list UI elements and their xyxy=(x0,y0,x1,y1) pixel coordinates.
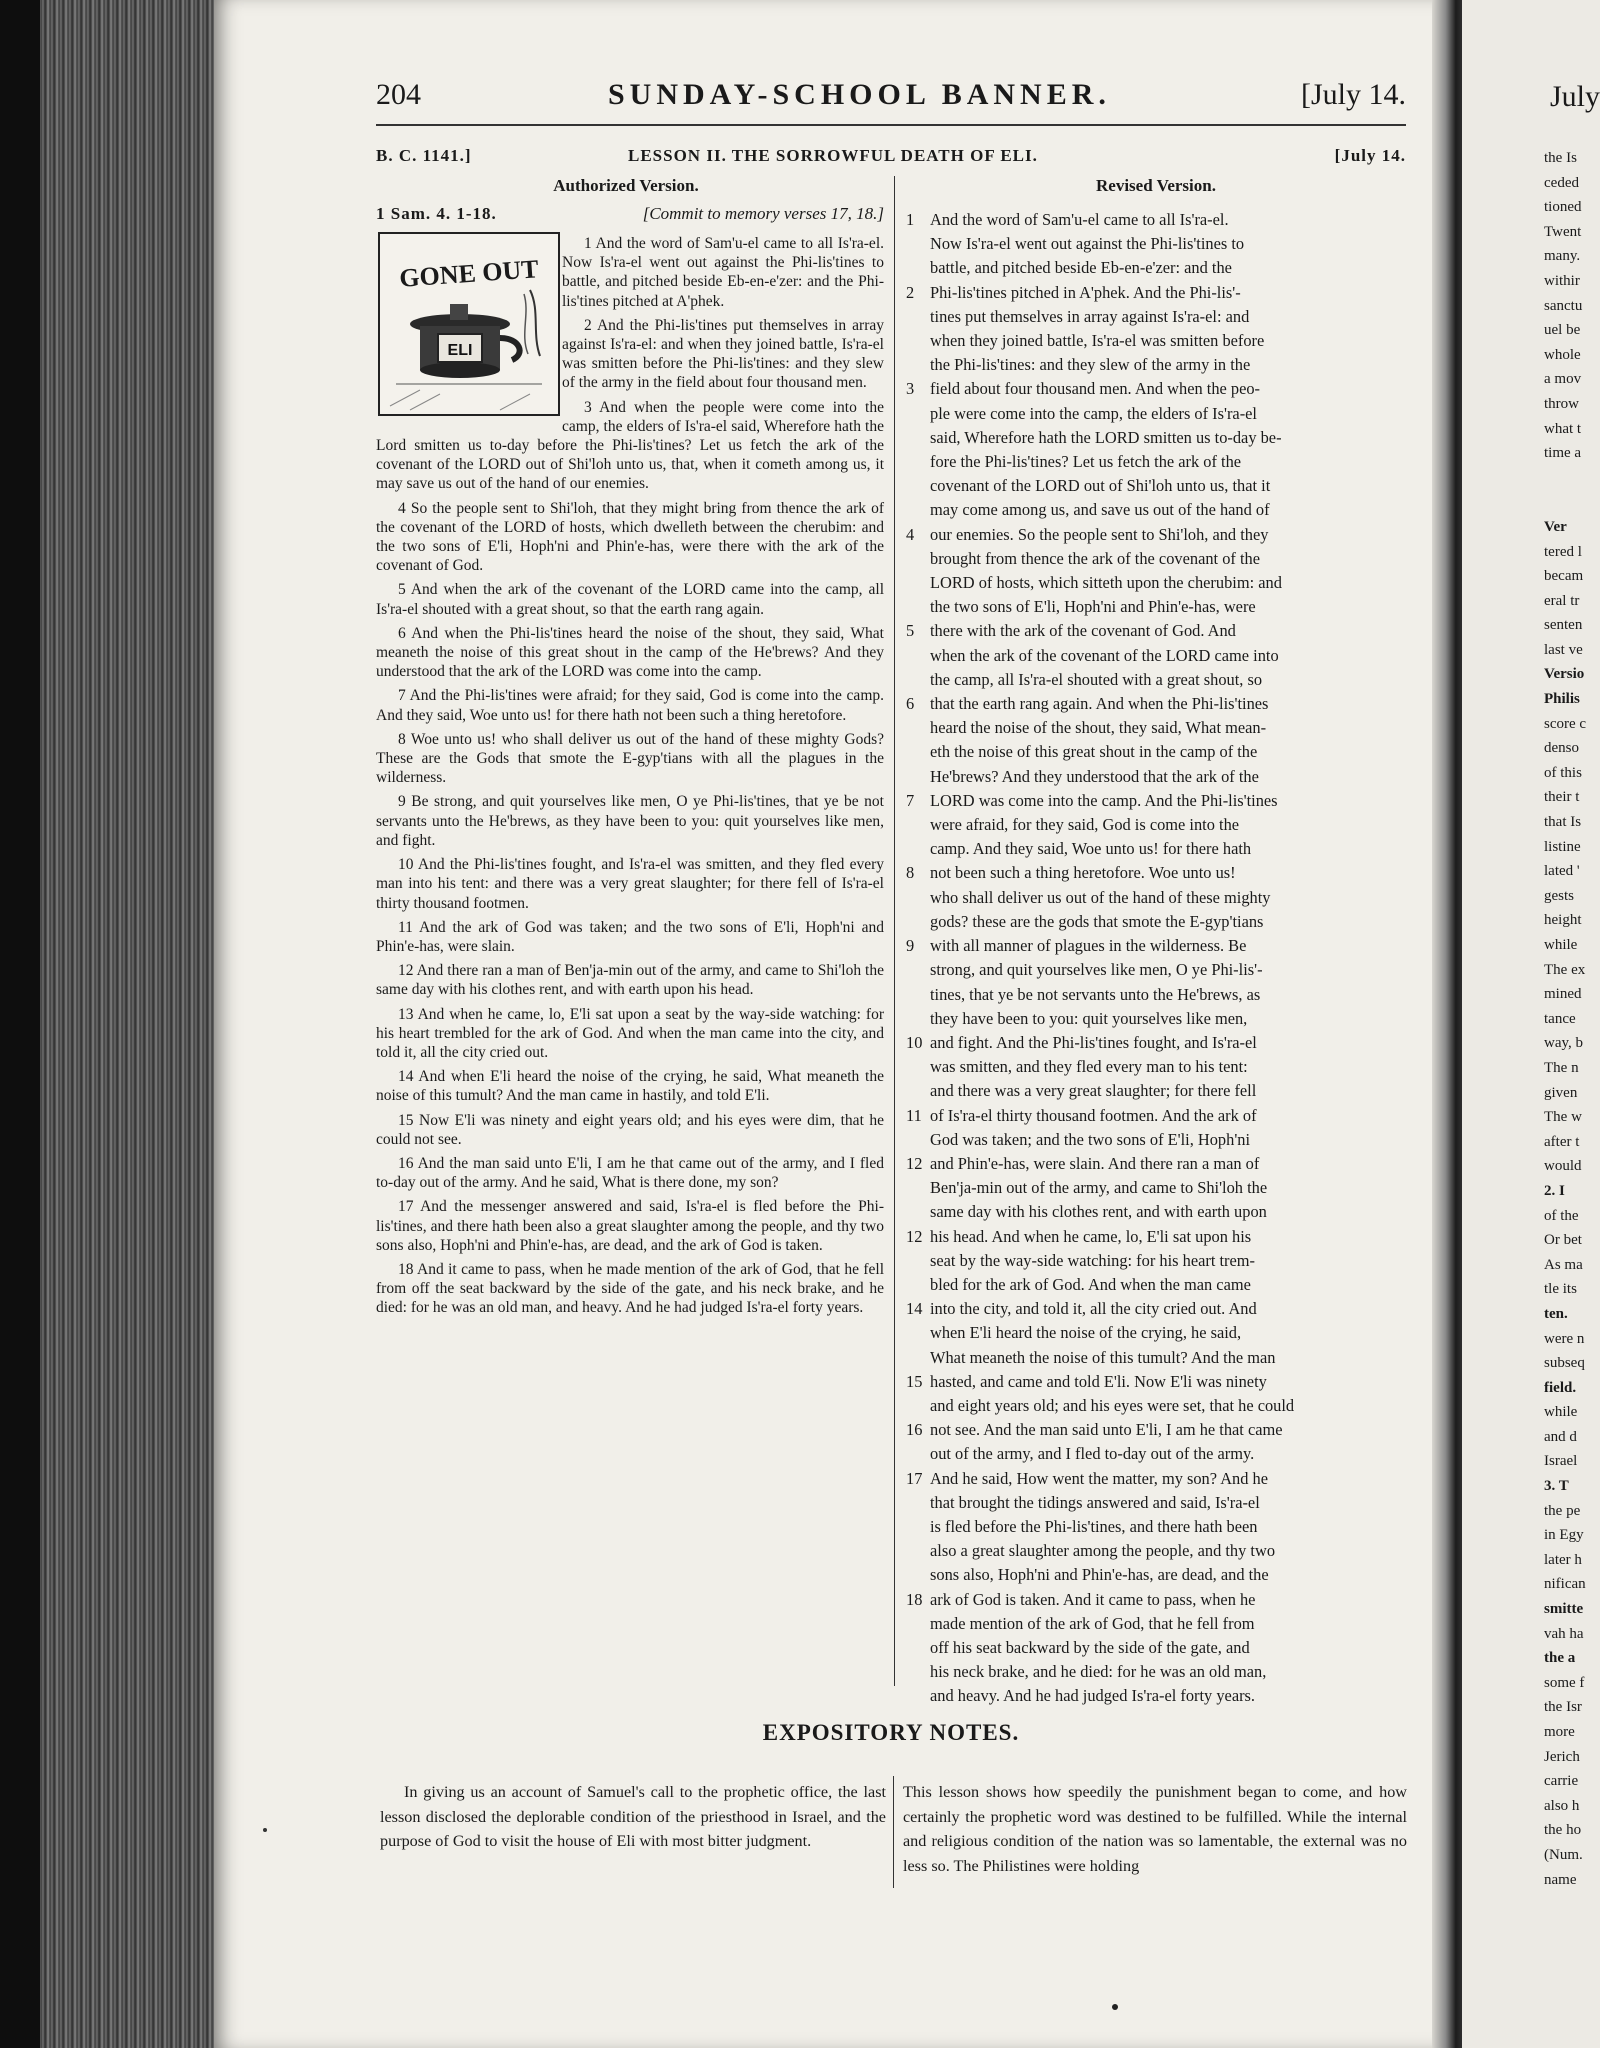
facing-page-line: smitte xyxy=(1544,1601,1584,1618)
authorized-verse: 3 And when the people were come into the camp, the elders of Is'ra-el said, Wherefore hath the Lord smitten us to-day before the Phi-lis'tines? Let us fetch the ark of the covenant of the LORD out of Shi'loh unto us, that, when it cometh among us, it may save us out of the hand of our enemies. xyxy=(376,398,884,493)
revised-line-text: was smitten, and they fled every man to his tent: xyxy=(930,1057,1248,1077)
facing-page-line: throw xyxy=(1544,395,1579,412)
revised-line-text: who shall deliver us out of the hand of these mighty xyxy=(930,887,1271,907)
revised-line-text: with all manner of plagues in the wilderness. Be xyxy=(930,936,1247,956)
memory-verses-note: [Commit to memory verses 17, 18.] xyxy=(642,204,884,223)
facing-page-line: tered l xyxy=(1544,543,1582,560)
facing-page-line: nifican xyxy=(1544,1576,1586,1593)
revised-line xyxy=(906,1007,1406,1031)
verse-number: 3 xyxy=(906,379,915,399)
revised-line xyxy=(906,450,1406,474)
revised-line xyxy=(906,886,1406,910)
revised-line xyxy=(906,571,1406,595)
revised-line-text: brought from thence the ark of the covenant of the xyxy=(930,548,1260,568)
page-number: 204 xyxy=(376,78,421,111)
facing-page-line: whole xyxy=(1544,346,1581,363)
revised-line xyxy=(906,983,1406,1007)
revised-line-text: Phi-lis'tines pitched in A'phek. And the Phi-lis'- xyxy=(930,282,1241,302)
revised-line xyxy=(906,1273,1406,1297)
revised-line xyxy=(906,1321,1406,1345)
revised-line xyxy=(906,837,1406,861)
verse-number: 16 xyxy=(906,1420,923,1440)
revised-line xyxy=(906,1079,1406,1103)
revised-line xyxy=(906,1660,1406,1684)
verse-number: 8 xyxy=(906,863,915,883)
authorized-verse: 6 And when the Phi-lis'tines heard the noise of the shout, they said, What meaneth the noise of this great shout in the camp of the He'brews? And they understood that the ark of the LORD was come into the camp. xyxy=(376,624,884,681)
revised-line-text: made mention of the ark of God, that he fell from xyxy=(930,1613,1255,1633)
lesson-heading xyxy=(376,146,1406,170)
authorized-verse: 10 And the Phi-lis'tines fought, and Is'ra-el was smitten, and they fled every man into his tent: and there was a very great slaughter; for there fell of Is'ra-el thirty thousand footmen. xyxy=(376,856,884,912)
lesson-date: [July 14. xyxy=(1334,146,1406,165)
print-speck xyxy=(263,1828,267,1832)
authorized-verse: 8 Woe unto us! who shall deliver us out of the hand of these mighty Gods? These are the Gods that smote the E-gyp'tians with all the plagues in the wilderness. xyxy=(376,730,884,787)
revised-line-text: God was taken; and the two sons of E'li, Hoph'ni xyxy=(930,1129,1251,1149)
authorized-version-text xyxy=(376,234,884,1694)
revised-line xyxy=(906,789,1406,813)
revised-line-text: and Phin'e-has, were slain. And there ran a man of xyxy=(930,1153,1260,1173)
revised-line-text: may come among us, and save us out of the hand of xyxy=(930,500,1270,520)
notes-column-divider xyxy=(893,1776,894,1888)
facing-page-line: becam xyxy=(1544,568,1584,585)
revised-line-text: that the earth rang again. And when the Phi-lis'tines xyxy=(930,694,1269,714)
revised-line xyxy=(906,208,1406,232)
revised-line xyxy=(906,1225,1406,1249)
revised-line xyxy=(906,1539,1406,1563)
revised-line-text: battle, and pitched beside Eb-en-e'zer: and the xyxy=(930,258,1232,278)
revised-line-text: our enemies. So the people sent to Shi'loh, and they xyxy=(930,524,1269,544)
verse-number: 10 xyxy=(906,1032,923,1052)
revised-line xyxy=(906,1104,1406,1128)
authorized-verse: 4 So the people sent to Shi'loh, that they might bring from thence the ark of the covenant of the LORD of hosts, which dwelleth between the cherubim: and the two sons of E'li, Hoph'ni and Phin'e-has, were there with the ark of the covenant of God. xyxy=(376,499,884,575)
facing-page-line: that Is xyxy=(1544,814,1582,831)
facing-page-line: 2. I xyxy=(1544,1182,1565,1199)
facing-page-line: score c xyxy=(1544,715,1587,732)
revised-line xyxy=(906,934,1406,958)
gone-out-lamp-illustration xyxy=(378,232,560,416)
facing-page-line: the ho xyxy=(1544,1822,1582,1839)
authorized-verse: 13 And when he came, lo, E'li sat upon a seat by the way-side watching: for his heart trembled for the ark of God. And when the man came into the city, and told it, all the city cried out. xyxy=(376,1005,884,1061)
book-gutter xyxy=(1432,0,1466,2048)
facing-page-line: Twent xyxy=(1544,223,1582,240)
revised-line-text: sons also, Hoph'ni and Phin'e-has, are dead, and the xyxy=(930,1565,1269,1585)
facing-page-line: ten. xyxy=(1544,1305,1568,1322)
facing-page-line: Israel xyxy=(1544,1453,1578,1470)
facing-page-line: withir xyxy=(1544,272,1580,289)
revised-line xyxy=(906,1684,1406,1708)
lamp-label: ELI xyxy=(447,342,473,359)
facing-page-line: the pe xyxy=(1544,1502,1581,1519)
revised-line-text: LORD of hosts, which sitteth upon the cherubim: and xyxy=(930,573,1282,593)
facing-page-line: denso xyxy=(1544,740,1579,757)
revised-line-text: there with the ark of the covenant of God. And xyxy=(930,621,1236,641)
revised-version-label: Revised Version. xyxy=(1096,176,1216,195)
facing-page-line: eral tr xyxy=(1544,592,1580,609)
facing-page-line: after t xyxy=(1544,1133,1580,1150)
facing-page-line: many. xyxy=(1544,248,1581,265)
revised-line-text: into the city, and told it, all the city cried out. And xyxy=(930,1299,1257,1319)
facing-page-line: given xyxy=(1544,1084,1578,1101)
revised-line-text: bled for the ark of God. And when the man came xyxy=(930,1274,1251,1294)
revised-line-text: his neck brake, and he died: for he was an old man, xyxy=(930,1662,1267,1682)
revised-line xyxy=(906,305,1406,329)
lesson-title: LESSON II. THE SORROWFUL DEATH OF ELI. xyxy=(628,146,1038,165)
revised-line xyxy=(906,1297,1406,1321)
facing-page-line: The w xyxy=(1544,1109,1582,1126)
lesson-era: B. C. 1141.] xyxy=(376,146,472,165)
revised-line xyxy=(906,1467,1406,1491)
facing-page-line: listine xyxy=(1544,838,1581,855)
facing-page-line: 3. T xyxy=(1544,1478,1569,1495)
revised-line xyxy=(906,1588,1406,1612)
revised-line-text: off his seat backward by the side of the gate, and xyxy=(930,1637,1250,1657)
facing-page-line: Ver xyxy=(1544,518,1567,535)
revised-line xyxy=(906,547,1406,571)
revised-line xyxy=(906,765,1406,789)
facing-page-line: the Isr xyxy=(1544,1699,1582,1716)
revised-line-text: not see. And the man said unto E'li, I am he that came xyxy=(930,1420,1283,1440)
facing-page-line: name xyxy=(1544,1871,1577,1888)
revised-line-text: And he said, How went the matter, my son? And he xyxy=(930,1468,1269,1488)
revised-line xyxy=(906,1370,1406,1394)
revised-line xyxy=(906,377,1406,401)
facing-page-line: (Num. xyxy=(1544,1846,1583,1863)
revised-line-text: camp. And they said, Woe unto us! for there hath xyxy=(930,839,1252,859)
revised-line-text: his head. And when he came, lo, E'li sat upon his xyxy=(930,1226,1252,1246)
authorized-verse: 12 And there ran a man of Ben'ja-min out of the army, and came to Shi'loh the same day with his clothes rent, and with earth upon his head. xyxy=(376,962,884,999)
revised-line-text: the Phi-lis'tines: and they slew of the army in the xyxy=(930,355,1251,375)
revised-line xyxy=(906,281,1406,305)
print-speck xyxy=(1112,2004,1118,2010)
revised-line-text: when they joined battle, Is'ra-el was smitten before xyxy=(930,331,1265,351)
facing-page-line: the a xyxy=(1544,1650,1576,1667)
revised-line xyxy=(906,644,1406,668)
revised-line xyxy=(906,1128,1406,1152)
facing-page-line: Or bet xyxy=(1544,1232,1582,1249)
authorized-verse: 15 Now E'li was ninety and eight years old; and his eyes were dim, that he could not see. xyxy=(376,1111,884,1148)
verse-number: 17 xyxy=(906,1468,923,1488)
facing-page-line: while xyxy=(1544,937,1578,953)
facing-page-line: ceded xyxy=(1544,174,1579,191)
column-divider xyxy=(894,176,895,1686)
revised-line xyxy=(906,619,1406,643)
revised-line xyxy=(906,595,1406,619)
verse-number: 18 xyxy=(906,1589,923,1609)
verse-number: 9 xyxy=(906,936,915,956)
verse-number: 15 xyxy=(906,1371,923,1391)
authorized-verse: 5 And when the ark of the covenant of the LORD came into the camp, all Is'ra-el shouted with a great shout, so that the earth rang again. xyxy=(376,581,884,618)
illustration-caption: GONE OUT xyxy=(398,254,540,293)
revised-line xyxy=(906,426,1406,450)
facing-page-line: carrie xyxy=(1544,1773,1579,1790)
revised-line xyxy=(906,256,1406,280)
revised-line-text: eth the noise of this great shout in the camp of the xyxy=(930,742,1258,762)
facing-page-line: subseq xyxy=(1544,1355,1585,1372)
facing-page-line: time a xyxy=(1544,445,1582,462)
facing-page-line: their t xyxy=(1544,789,1580,806)
revised-line xyxy=(906,1612,1406,1636)
revised-line-text: What meaneth the noise of this tumult? And the man xyxy=(930,1347,1276,1367)
notes-left-column: In giving us an account of Samuel's call to the prophetic office, the last lesson disclosed the deplorable condition of the priesthood in Israel, and the purpose of God to visit the house of Eli with most bitter judgment. xyxy=(380,1783,886,1850)
facing-page-lines xyxy=(1544,146,1586,1892)
authorized-verse: 11 And the ark of God was taken; and the two sons of E'li, Hoph'ni and Phin'e-has, were slain. xyxy=(376,918,884,955)
revised-line-text: were afraid, for they said, God is come into the xyxy=(930,815,1240,835)
revised-line xyxy=(906,813,1406,837)
revised-line-text: and fight. And the Phi-lis'tines fought, and Is'ra-el xyxy=(930,1032,1257,1052)
authorized-verse: 18 And it came to pass, when he made mention of the ark of God, that he fell from off the seat backward by the side of the gate, and his neck brake, and he died: for he was an old man, and heavy. And he had judged Is'ra-el forty years. xyxy=(376,1260,884,1317)
revised-line-text: hasted, and came and told E'li. Now E'li was ninety xyxy=(930,1371,1267,1391)
revised-line xyxy=(906,716,1406,740)
facing-page-line: mined xyxy=(1544,986,1582,1003)
facing-page-line: later h xyxy=(1544,1551,1582,1568)
revised-line xyxy=(906,329,1406,353)
revised-line-text: also a great slaughter among the people, and thy two xyxy=(930,1541,1276,1561)
facing-page-line: field. xyxy=(1544,1379,1577,1396)
authorized-verse: 14 And when E'li heard the noise of the crying, he said, What meaneth the noise of this tumult? And the man came in hastily, and told E'li. xyxy=(376,1068,884,1105)
revised-line xyxy=(906,958,1406,982)
facing-page-line: some f xyxy=(1544,1674,1585,1691)
revised-version-text xyxy=(906,208,1406,1706)
revised-line xyxy=(906,1152,1406,1176)
facing-page-line: last ve xyxy=(1544,641,1583,658)
revised-line xyxy=(906,1394,1406,1418)
revised-line-text: and eight years old; and his eyes were set, that he could xyxy=(930,1395,1295,1415)
facing-page-line: tle its xyxy=(1544,1281,1577,1298)
notes-heading: EXPOSITORY NOTES. xyxy=(762,1720,1020,1745)
revised-line-text: ple were come into the camp, the elders of Is'ra-el xyxy=(930,403,1257,423)
journal-title: SUNDAY-SCHOOL BANNER. xyxy=(608,78,1111,111)
revised-line xyxy=(906,1491,1406,1515)
authorized-verse: 1 And the word of Sam'u-el came to all Is'ra-el. Now Is'ra-el went out against the Phi-lis'tines to battle, and pitched beside Eb-en-e'zer: and the Phi-lis'tines pitched at A'phek. xyxy=(562,235,884,310)
revised-line-text: the camp, all Is'ra-el shouted with a great shout, so xyxy=(930,669,1263,689)
revised-line-text: and there was a very great slaughter; for there fell xyxy=(930,1081,1257,1101)
facing-page-line: vah ha xyxy=(1544,1625,1584,1642)
facing-page-fragment xyxy=(1462,0,1600,2048)
revised-line-text: Now Is'ra-el went out against the Phi-lis'tines to xyxy=(930,234,1245,254)
revised-line xyxy=(906,402,1406,426)
revised-line-text: He'brews? And they understood that the ark of the xyxy=(930,766,1259,786)
revised-line xyxy=(906,692,1406,716)
facing-page-line: tance xyxy=(1544,1010,1576,1027)
facing-page-line: sanctu xyxy=(1544,297,1583,314)
revised-line xyxy=(906,1031,1406,1055)
facing-page-line: Jerich xyxy=(1544,1748,1580,1765)
authorized-verse: 16 And the man said unto E'li, I am he that came out of the army, and I fled to-day out of the army. And he said, What is there done, my son? xyxy=(376,1154,884,1192)
facing-page-line: The n xyxy=(1544,1059,1579,1076)
revised-line xyxy=(906,668,1406,692)
revised-line-text: fore the Phi-lis'tines? Let us fetch the ark of the xyxy=(930,452,1242,472)
facing-page-line: and d xyxy=(1544,1428,1577,1445)
facing-page-line: As ma xyxy=(1544,1256,1583,1273)
facing-page-line xyxy=(1544,466,1586,491)
revised-line-text: and heavy. And he had judged Is'ra-el forty years. xyxy=(930,1686,1256,1706)
revised-line xyxy=(906,1636,1406,1660)
facing-page-line: would xyxy=(1544,1158,1582,1175)
facing-page-line: uel be xyxy=(1544,322,1581,339)
verse-number: 4 xyxy=(906,524,915,544)
verse-number: 5 xyxy=(906,621,915,641)
revised-line xyxy=(906,232,1406,256)
revised-line-text: is fled before the Phi-lis'tines, and there hath been xyxy=(930,1516,1258,1536)
authorized-version-label: Authorized Version. xyxy=(553,176,699,195)
revised-line xyxy=(906,910,1406,934)
verse-number: 12 xyxy=(906,1226,923,1246)
revised-line xyxy=(906,1442,1406,1466)
revised-line xyxy=(906,1418,1406,1442)
revised-line xyxy=(906,523,1406,547)
binding-shadow xyxy=(0,0,40,2048)
revised-line-text: LORD was come into the camp. And the Phi-lis'tines xyxy=(930,790,1278,810)
verse-number: 1 xyxy=(906,210,915,229)
revised-line-text: covenant of the LORD out of Shi'loh unto us, that it xyxy=(930,476,1271,496)
revised-line-text: Ben'ja-min out of the army, and came to Shi'loh the xyxy=(930,1178,1268,1198)
revised-line xyxy=(906,1249,1406,1273)
revised-line-text: the two sons of E'li, Hoph'ni and Phin'e-has, were xyxy=(930,597,1256,617)
issue-date: [July 14. xyxy=(1301,78,1406,111)
facing-page-line: way, b xyxy=(1544,1035,1584,1052)
revised-line xyxy=(906,1200,1406,1224)
scripture-reference-row xyxy=(376,204,884,228)
revised-line-text: tines put themselves in array against Is'ra-el: and xyxy=(930,306,1250,326)
facing-page-line: of the xyxy=(1544,1207,1579,1224)
revised-line-text: said, Wherefore hath the LORD smitten us to-day be- xyxy=(930,427,1282,447)
facing-page-line: height xyxy=(1544,912,1582,929)
facing-page-line: lated ' xyxy=(1544,863,1580,880)
revised-line-text: ark of God is taken. And it came to pass, when he xyxy=(930,1589,1256,1609)
revised-line xyxy=(906,498,1406,522)
revised-line xyxy=(906,1563,1406,1587)
facing-page-line: Versio xyxy=(1544,666,1585,683)
verse-number: 12 xyxy=(906,1153,923,1173)
facing-page-line: were n xyxy=(1544,1330,1585,1347)
revised-line-text: when the ark of the covenant of the LORD came into xyxy=(930,645,1279,665)
verse-number: 7 xyxy=(906,790,915,810)
revised-line xyxy=(906,474,1406,498)
facing-page-line: also h xyxy=(1544,1797,1580,1814)
facing-page-line: a mov xyxy=(1544,371,1582,388)
revised-line-text: not been such a thing heretofore. Woe unto us! xyxy=(930,863,1236,883)
revised-line-text: strong, and quit yourselves like men, O ye Phi-lis'- xyxy=(930,960,1263,980)
facing-page-line: while xyxy=(1544,1404,1578,1421)
revised-line-text: same day with his clothes rent, and with earth upon xyxy=(930,1202,1267,1222)
facing-page-line: senten xyxy=(1544,617,1583,634)
revised-line-text: gods? these are the gods that smote the E-gyp'tians xyxy=(930,911,1264,931)
facing-page-line: more xyxy=(1544,1724,1575,1740)
verse-number: 6 xyxy=(906,694,915,714)
facing-page-line: what t xyxy=(1544,420,1582,437)
revised-line-text: tines, that ye be not servants unto the He'brews, as xyxy=(930,984,1261,1004)
revised-line-text: field about four thousand men. And when the peo- xyxy=(930,379,1261,399)
revised-line xyxy=(906,1346,1406,1370)
facing-page-line: gests xyxy=(1544,887,1574,904)
verse-number: 11 xyxy=(906,1105,922,1125)
revised-line xyxy=(906,861,1406,885)
facing-page-line: the Is xyxy=(1544,150,1577,166)
revised-line xyxy=(906,1176,1406,1200)
revised-line xyxy=(906,353,1406,377)
verse-number: 2 xyxy=(906,282,915,302)
revised-line-text: out of the army, and I fled to-day out of the army. xyxy=(930,1444,1255,1464)
revised-line-text: seat by the way-side watching: for his heart trem- xyxy=(930,1250,1255,1270)
revised-line-text: they have been to you: quit yourselves like men, xyxy=(930,1008,1248,1028)
authorized-verse: 9 Be strong, and quit yourselves like men, O ye Phi-lis'tines, that ye be not servants unto the He'brews, as they have been to you: quit yourselves like men, and fight. xyxy=(376,793,884,849)
revised-line-text: when E'li heard the noise of the crying, he said, xyxy=(930,1323,1242,1343)
facing-page-line xyxy=(1544,490,1586,515)
facing-page-line: The ex xyxy=(1544,961,1586,978)
facing-page-line: Philis xyxy=(1544,691,1580,708)
authorized-verse: 7 And the Phi-lis'tines were afraid; for they said, God is come into the camp. And they said, Woe unto us! for there hath not been such a thing heretofore. xyxy=(376,687,884,724)
authorized-verse: 17 And the messenger answered and said, Is'ra-el is fled before the Phi-lis'tines, and there hath been also a great slaughter among the people, and thy two sons also, Hoph'ni and Phin'e-has, are dead, and the ark of God is taken. xyxy=(376,1198,884,1254)
facing-page-line: in Egy xyxy=(1544,1527,1584,1544)
revised-line xyxy=(906,740,1406,764)
verse-number: 14 xyxy=(906,1299,923,1319)
revised-line-text: that brought the tidings answered and said, Is'ra-el xyxy=(930,1492,1260,1512)
scripture-reference: 1 Sam. 4. 1-18. xyxy=(376,204,497,223)
facing-page-line: of this xyxy=(1544,764,1582,781)
authorized-verse: 2 And the Phi-lis'tines put themselves in array against Is'ra-el: and when they joined battle, Is'ra-el was smitten before the Phi-lis'tines: and they slew of the army in the field about four thousand men. xyxy=(562,316,884,392)
lamp-icon xyxy=(380,234,558,414)
facing-page-line: tioned xyxy=(1544,199,1582,216)
running-head xyxy=(376,78,1406,126)
facing-page-header: July xyxy=(1550,80,1600,113)
revised-line xyxy=(906,1515,1406,1539)
revised-line-text: of Is'ra-el thirty thousand footmen. And the ark of xyxy=(930,1105,1257,1125)
revised-line xyxy=(906,1055,1406,1079)
revised-line-text: heard the noise of the shout, they said, What mean- xyxy=(930,718,1267,738)
revised-line-text: And the word of Sam'u-el came to all Is'ra-el. xyxy=(930,210,1229,229)
notes-right-column: This lesson shows how speedily the punishment began to come, and how certainly the prophetic word was destined to be fulfilled. While the internal and religious condition of the nation was so lamentable, the external was no less so. The Philistines were holding xyxy=(903,1783,1407,1875)
